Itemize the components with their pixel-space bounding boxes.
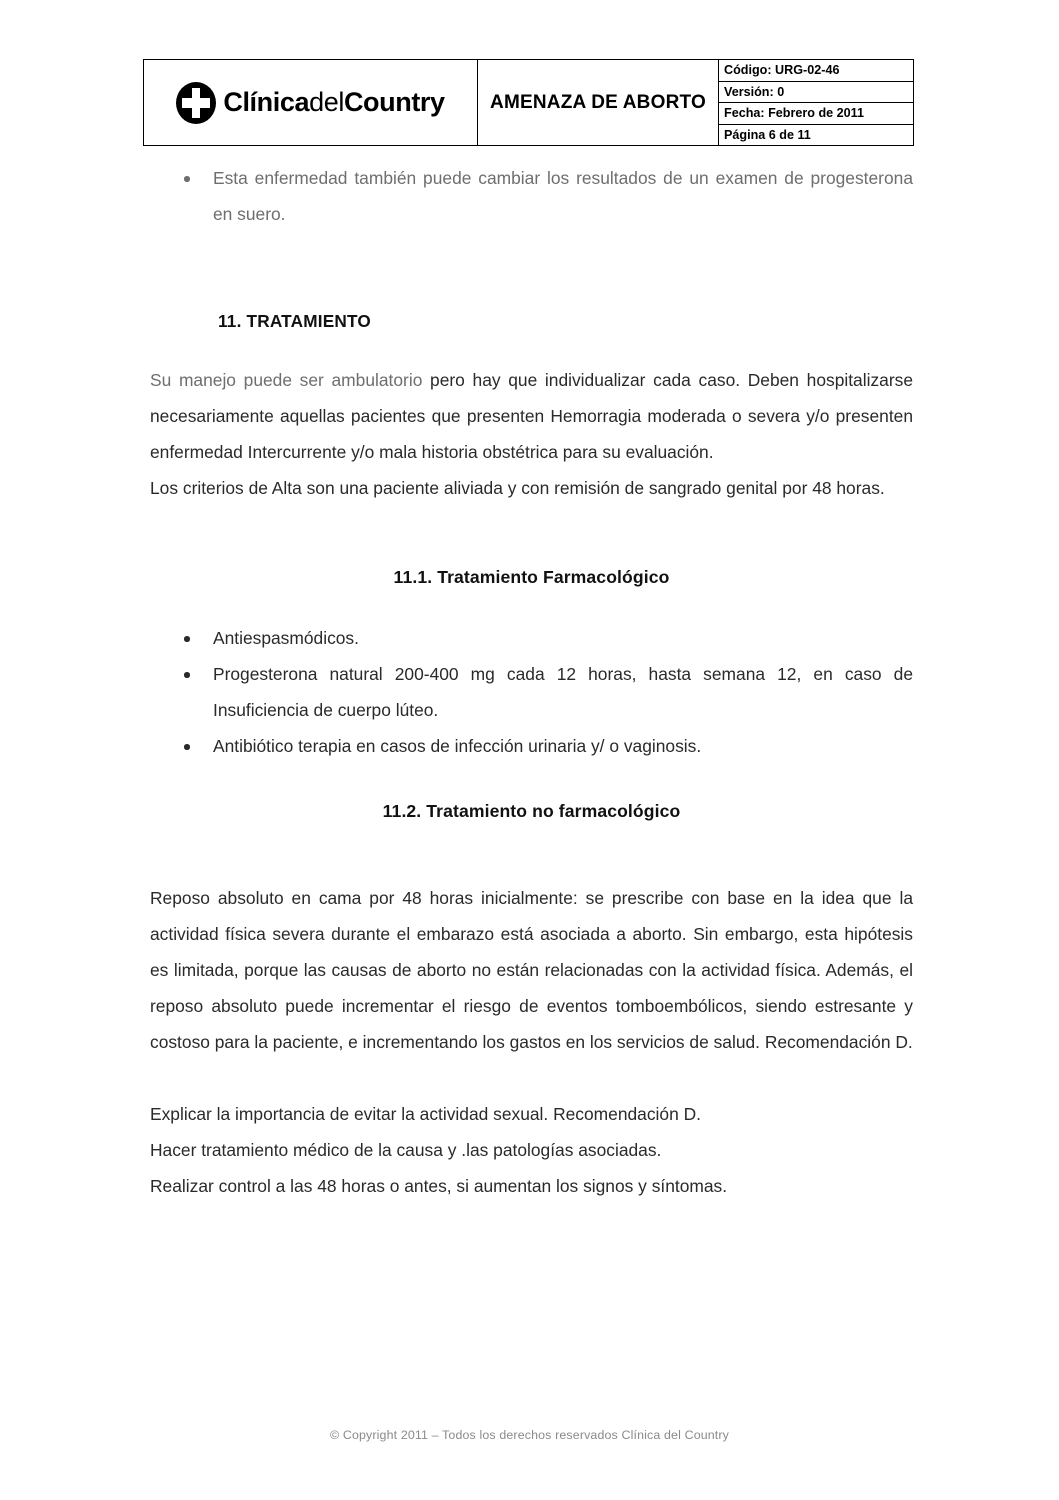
document-header-table [143,59,914,146]
pharma-bullet-list [150,620,913,764]
header-meta-table [719,60,913,145]
list-item: Progesterona natural 200-400 mg cada 12 horas, hasta semana 12, en caso de Insuficiencia de cuerpo lúteo. [150,656,913,728]
spacer [150,232,913,306]
paragraph-manejo-rest: pero hay que individualizar cada caso. Deben hospitalizarse necesariamente aquellas pacientes que presenten Hemorragia moderada o severa y/o presenten enfermedad Intercurrente y/o mala historia obstétrica para su evaluación. [150,370,913,462]
meta-row-fecha [719,103,913,125]
document-body [150,160,913,1204]
list-item: Antibiótico terapia en casos de infección urinaria y/ o vaginosis. [150,728,913,764]
meta-version: Versión: 0 [719,81,913,103]
meta-codigo: Código: URG-02-46 [719,60,913,81]
logo-word-country: Country [343,87,445,117]
closing-line-3: Realizar control a las 48 horas o antes, si aumentan los signos y síntomas. [150,1176,728,1196]
cross-in-circle-logo-icon [176,82,216,124]
meta-row-pagina [719,124,913,145]
intro-bullet-list [150,160,913,232]
spacer [150,1060,913,1096]
section-heading-11: 11. TRATAMIENTO [218,311,371,331]
meta-row-codigo [719,60,913,81]
paragraph-manejo-dim: Su manejo puede ser ambulatorio [150,370,431,390]
logo-word-del: del [309,87,344,117]
clinica-del-country-logo [144,60,477,145]
spacer [150,336,913,362]
header-row [144,60,914,146]
meta-pagina: Página 6 de 11 [724,127,811,142]
logo-wordmark [223,89,444,116]
closing-line-1: Explicar la importancia de evitar la actividad sexual. Recomendación D. [150,1104,701,1124]
paragraph-reposo-absoluto: Reposo absoluto en cama por 48 horas inicialmente: se prescribe con base en la idea que la actividad física severa durante el embarazo está asociada a aborto. Sin embargo, esta hipótesis es limitada, porque las causas de aborto no están relacionadas con la actividad física. Además, el reposo absoluto puede incrementar el riesgo de eventos tomboembólicos, siendo estresante y costoso para la paciente, e incrementando los gastos en los servicios de salud. Recomendación D. [150,888,913,1052]
paragraph-criterios-alta: Los criterios de Alta son una paciente aliviada y con remisión de sangrado genital por 48 horas. [150,478,885,498]
meta-row-version [719,81,913,103]
meta-fecha: Fecha: Febrero de 2011 [719,103,913,125]
header-document-title: AMENAZA DE ABORTO [478,60,719,146]
closing-line-2: Hacer tratamiento médico de la causa y .las patologías asociadas. [150,1140,662,1160]
spacer [150,506,913,562]
logo-word-clinica: Clínica [223,87,310,117]
footer-copyright: © Copyright 2011 – Todos los derechos reservados Clínica del Country [329,1428,730,1442]
subsection-heading-11-2: 11.2. Tratamiento no farmacológico [382,801,681,821]
list-item: Antiespasmódicos. [150,620,913,656]
spacer [150,764,913,796]
paragraph-manejo [150,362,913,470]
list-item: Esta enfermedad también puede cambiar los resultados de un examen de progesterona en suero. [150,160,913,232]
header-logo-cell [144,60,478,146]
spacer [150,592,913,620]
header-meta-cell [719,60,914,146]
subsection-heading-11-1: 11.1. Tratamiento Farmacológico [393,567,670,587]
spacer [150,826,913,880]
